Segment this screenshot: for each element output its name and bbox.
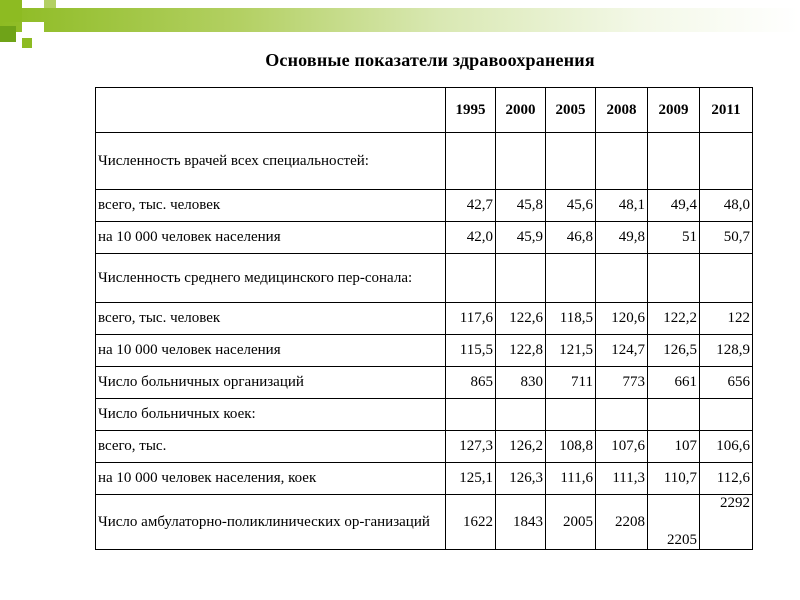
cell-value: 122,2 <box>648 303 700 335</box>
cell-value <box>648 254 700 303</box>
row-label: Численность врачей всех специальностей: <box>96 133 446 190</box>
cell-value: 2292 <box>700 495 753 550</box>
row-label: Число амбулаторно-поликлинических ор-ганизаций <box>96 495 446 550</box>
cell-value: 111,3 <box>596 463 648 495</box>
table-row <box>96 431 753 463</box>
cell-value: 117,6 <box>446 303 496 335</box>
table-row <box>96 463 753 495</box>
row-label: всего, тыс. человек <box>96 190 446 222</box>
table-row <box>96 367 753 399</box>
cell-value: 122,8 <box>496 335 546 367</box>
cell-value <box>546 133 596 190</box>
cell-value <box>596 254 648 303</box>
cell-value <box>496 399 546 431</box>
cell-value: 2005 <box>546 495 596 550</box>
cell-value: 120,6 <box>596 303 648 335</box>
cell-value <box>546 254 596 303</box>
table-row <box>96 190 753 222</box>
cell-value: 126,3 <box>496 463 546 495</box>
row-label: всего, тыс. <box>96 431 446 463</box>
header-year: 2000 <box>496 88 546 133</box>
row-label: на 10 000 человек населения <box>96 222 446 254</box>
cell-value: 108,8 <box>546 431 596 463</box>
header-year: 2008 <box>596 88 648 133</box>
cell-value <box>648 133 700 190</box>
table-row <box>96 222 753 254</box>
cell-value: 122 <box>700 303 753 335</box>
cell-value: 45,8 <box>496 190 546 222</box>
decoration-square <box>0 0 22 22</box>
cell-value: 122,6 <box>496 303 546 335</box>
cell-value: 2208 <box>596 495 648 550</box>
cell-value <box>496 133 546 190</box>
cell-value <box>546 399 596 431</box>
row-label: на 10 000 человек населения, коек <box>96 463 446 495</box>
cell-value: 126,5 <box>648 335 700 367</box>
cell-value: 661 <box>648 367 700 399</box>
cell-value: 48,0 <box>700 190 753 222</box>
header-year: 2005 <box>546 88 596 133</box>
cell-value: 656 <box>700 367 753 399</box>
cell-value <box>700 399 753 431</box>
cell-value: 2205 <box>648 495 700 550</box>
cell-value <box>700 133 753 190</box>
cell-value: 42,7 <box>446 190 496 222</box>
cell-value <box>596 133 648 190</box>
cell-value: 49,8 <box>596 222 648 254</box>
row-label: всего, тыс. человек <box>96 303 446 335</box>
table-row <box>96 133 753 190</box>
row-label: Число больничных организаций <box>96 367 446 399</box>
page-title: Основные показатели здравоохранения <box>265 50 595 70</box>
table-row <box>96 495 753 550</box>
cell-value: 830 <box>496 367 546 399</box>
cell-value: 51 <box>648 222 700 254</box>
cell-value: 107,6 <box>596 431 648 463</box>
cell-value: 1843 <box>496 495 546 550</box>
decoration-square <box>44 0 56 8</box>
cell-value: 49,4 <box>648 190 700 222</box>
cell-value: 711 <box>546 367 596 399</box>
cell-value: 127,3 <box>446 431 496 463</box>
table-row <box>96 254 753 303</box>
cell-value: 45,9 <box>496 222 546 254</box>
cell-value <box>648 399 700 431</box>
decoration-square <box>22 38 32 48</box>
header-decoration-band <box>0 8 800 32</box>
cell-value: 42,0 <box>446 222 496 254</box>
cell-value <box>446 254 496 303</box>
cell-value: 124,7 <box>596 335 648 367</box>
row-label: на 10 000 человек населения <box>96 335 446 367</box>
header-year: 1995 <box>446 88 496 133</box>
cell-value: 111,6 <box>546 463 596 495</box>
cell-value <box>596 399 648 431</box>
cell-value <box>446 133 496 190</box>
cell-value: 48,1 <box>596 190 648 222</box>
cell-value: 112,6 <box>700 463 753 495</box>
cell-value: 45,6 <box>546 190 596 222</box>
table-row <box>96 335 753 367</box>
row-label: Численность среднего медицинского пер-сонала: <box>96 254 446 303</box>
table-row <box>96 399 753 431</box>
cell-value: 128,9 <box>700 335 753 367</box>
cell-value <box>700 254 753 303</box>
cell-value: 121,5 <box>546 335 596 367</box>
cell-value: 118,5 <box>546 303 596 335</box>
table-header-row <box>96 88 753 133</box>
cell-value: 1622 <box>446 495 496 550</box>
header-year: 2011 <box>700 88 753 133</box>
header-label-cell <box>96 88 446 133</box>
decoration-square <box>0 26 16 42</box>
cell-value: 773 <box>596 367 648 399</box>
header-year: 2009 <box>648 88 700 133</box>
cell-value: 107 <box>648 431 700 463</box>
cell-value: 110,7 <box>648 463 700 495</box>
cell-value: 125,1 <box>446 463 496 495</box>
cell-value <box>446 399 496 431</box>
cell-value: 46,8 <box>546 222 596 254</box>
cell-value: 115,5 <box>446 335 496 367</box>
cell-value: 50,7 <box>700 222 753 254</box>
cell-value: 865 <box>446 367 496 399</box>
row-label: Число больничных коек: <box>96 399 446 431</box>
cell-value: 106,6 <box>700 431 753 463</box>
cell-value: 126,2 <box>496 431 546 463</box>
cell-value <box>496 254 546 303</box>
health-indicators-table <box>95 87 753 550</box>
table-row <box>96 303 753 335</box>
